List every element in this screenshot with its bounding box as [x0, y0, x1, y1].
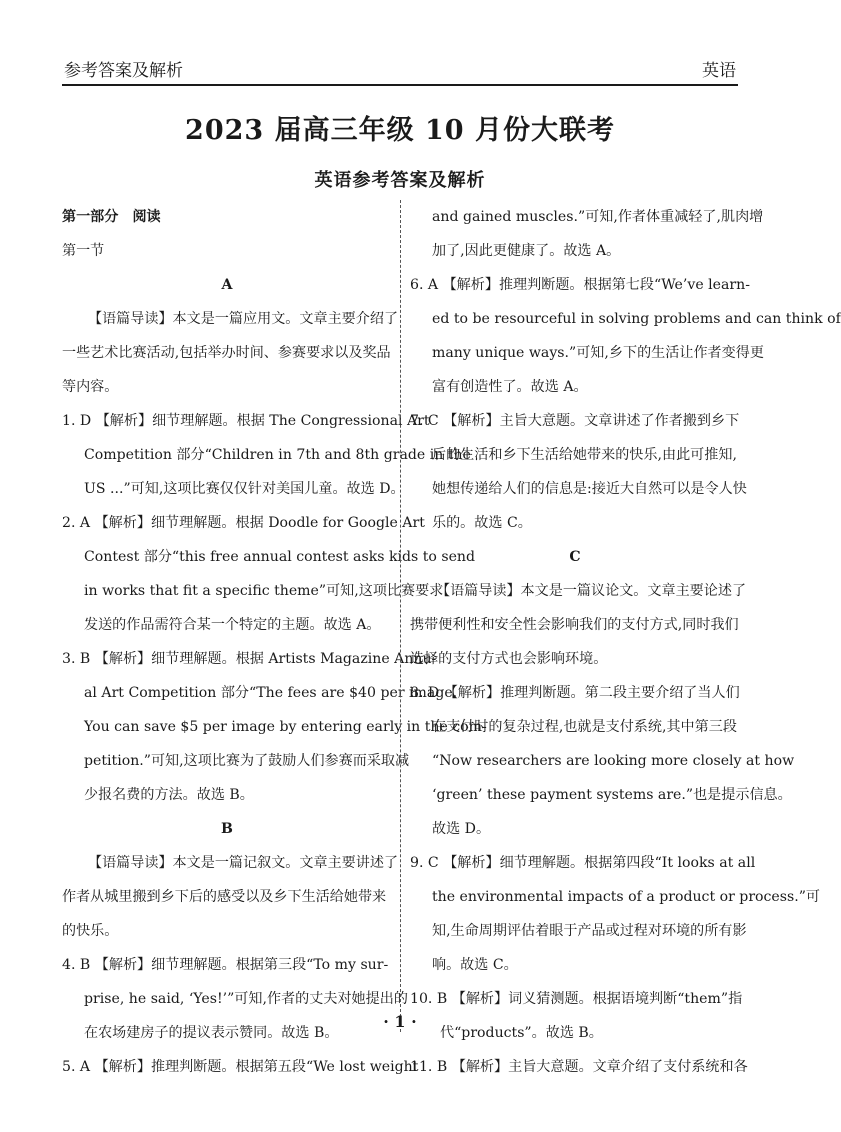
text-line: US ...”可知,这项比赛仅仅针对美国儿童。故选 D。 — [84, 481, 405, 497]
text-line: Competition 部分“Children in 7th and 8th grade in the — [84, 447, 471, 463]
answer-line: 10. B 【解析】词义猜测题。根据语境判断“them”指 — [410, 991, 743, 1007]
text-line: 等内容。 — [62, 379, 119, 395]
page-number: · 1 · — [383, 1012, 417, 1031]
text-line: 【语篇导读】本文是一篇记叙文。文章主要讲述了 — [88, 855, 399, 871]
passage-heading: C — [569, 549, 581, 565]
text-line: Contest 部分“this free annual contest asks kids to send — [84, 549, 476, 565]
text-line: 携带便利性和安全性会影响我们的支付方式,同时我们 — [410, 617, 739, 633]
answer-line: 7. C 【解析】主旨大意题。文章讲述了作者搬到乡下 — [410, 413, 740, 429]
column-divider — [400, 200, 401, 1032]
answer-line: 9. C 【解析】细节理解题。根据第四段“It looks at all — [410, 855, 756, 871]
text-line: 一些艺术比赛活动,包括举办时间、参赛要求以及奖品 — [62, 345, 391, 361]
answer-line: 8. D 【解析】推理判断题。第二段主要介绍了当人们 — [410, 685, 740, 701]
text-line: 作者从城里搬到乡下后的感受以及乡下生活给她带来 — [62, 889, 387, 905]
text-line: 第一部分 阅读 — [62, 209, 161, 225]
text-line: 【语篇导读】本文是一篇议论文。文章主要论述了 — [436, 583, 747, 599]
text-line: the environmental impacts of a product or process.”可 — [432, 889, 821, 905]
page-title: 2023 届高三年级 10 月份大联考 — [185, 115, 615, 146]
text-line: 加了,因此更健康了。故选 A。 — [432, 243, 621, 259]
text-line: ‘green’ these payment systems are.”也是提示信息。 — [432, 787, 792, 803]
passage-heading: A — [221, 277, 233, 293]
text-line: and gained muscles.”可知,作者体重减轻了,肌肉增 — [432, 209, 764, 225]
text-line: 的快乐。 — [62, 923, 119, 939]
page-subtitle: 英语参考答案及解析 — [314, 170, 486, 191]
text-line: 响。故选 C。 — [432, 957, 518, 973]
answer-line: 5. A 【解析】推理判断题。根据第五段“We lost weight — [62, 1059, 419, 1075]
text-line: petition.”可知,这项比赛为了鼓励人们参赛而采取减 — [84, 753, 410, 769]
text-line: 富有创造性了。故选 A。 — [432, 379, 588, 395]
text-line: 【语篇导读】本文是一篇应用文。文章主要介绍了 — [88, 311, 399, 327]
header-subject-label: 英语 — [702, 61, 736, 81]
answer-line: 1. D 【解析】细节理解题。根据 The Congressional Art — [62, 413, 430, 429]
text-line: 发送的作品需符合某一个特定的主题。故选 A。 — [84, 617, 381, 633]
passage-heading: B — [221, 821, 233, 837]
text-line: 知,生命周期评估着眼于产品或过程对环境的所有影 — [432, 923, 747, 939]
answer-line: 3. B 【解析】细节理解题。根据 Artists Magazine Annu- — [62, 651, 437, 667]
text-line: al Art Competition 部分“The fees are $40 per image. — [84, 685, 458, 701]
text-line: 代“products”。故选 B。 — [440, 1025, 603, 1041]
text-line: 故选 D。 — [432, 821, 491, 837]
text-line: prise, he said, ‘Yes!’”可知,作者的丈夫对她提出的 — [84, 991, 408, 1007]
right-column — [410, 200, 841, 1084]
text-line: 少报名费的方法。故选 B。 — [84, 787, 254, 803]
text-line: 她想传递给人们的信息是:接近大自然可以是令人快 — [432, 481, 747, 497]
running-header — [62, 50, 738, 86]
answer-line: 11. B 【解析】主旨大意题。文章介绍了支付系统和各 — [410, 1059, 748, 1075]
answer-line: 2. A 【解析】细节理解题。根据 Doodle for Google Art — [62, 515, 425, 531]
text-line: ed to be resourceful in solving problems and can think of — [432, 311, 841, 327]
text-line: 在农场建房子的提议表示赞同。故选 B。 — [84, 1025, 339, 1041]
answer-line: 4. B 【解析】细节理解题。根据第三段“To my sur- — [62, 957, 389, 973]
text-line: 乐的。故选 C。 — [432, 515, 532, 531]
text-line: 第一节 — [62, 243, 105, 259]
text-line: 后的生活和乡下生活给她带来的快乐,由此可推知, — [432, 447, 737, 463]
text-line: “Now researchers are looking more closely at how — [432, 753, 795, 769]
text-line: You can save $5 per image by entering early in the com- — [84, 719, 487, 735]
text-line: in works that fit a specific theme”可知,这项比赛要求 — [84, 583, 444, 599]
text-line: many unique ways.”可知,乡下的生活让作者变得更 — [432, 345, 764, 361]
text-line: 在支付时的复杂过程,也就是支付系统,其中第三段 — [432, 719, 737, 735]
answer-line: 6. A 【解析】推理判断题。根据第七段“We’ve learn- — [410, 277, 750, 293]
text-line: 选择的支付方式也会影响环境。 — [410, 651, 608, 667]
header-section-label: 参考答案及解析 — [64, 61, 183, 81]
